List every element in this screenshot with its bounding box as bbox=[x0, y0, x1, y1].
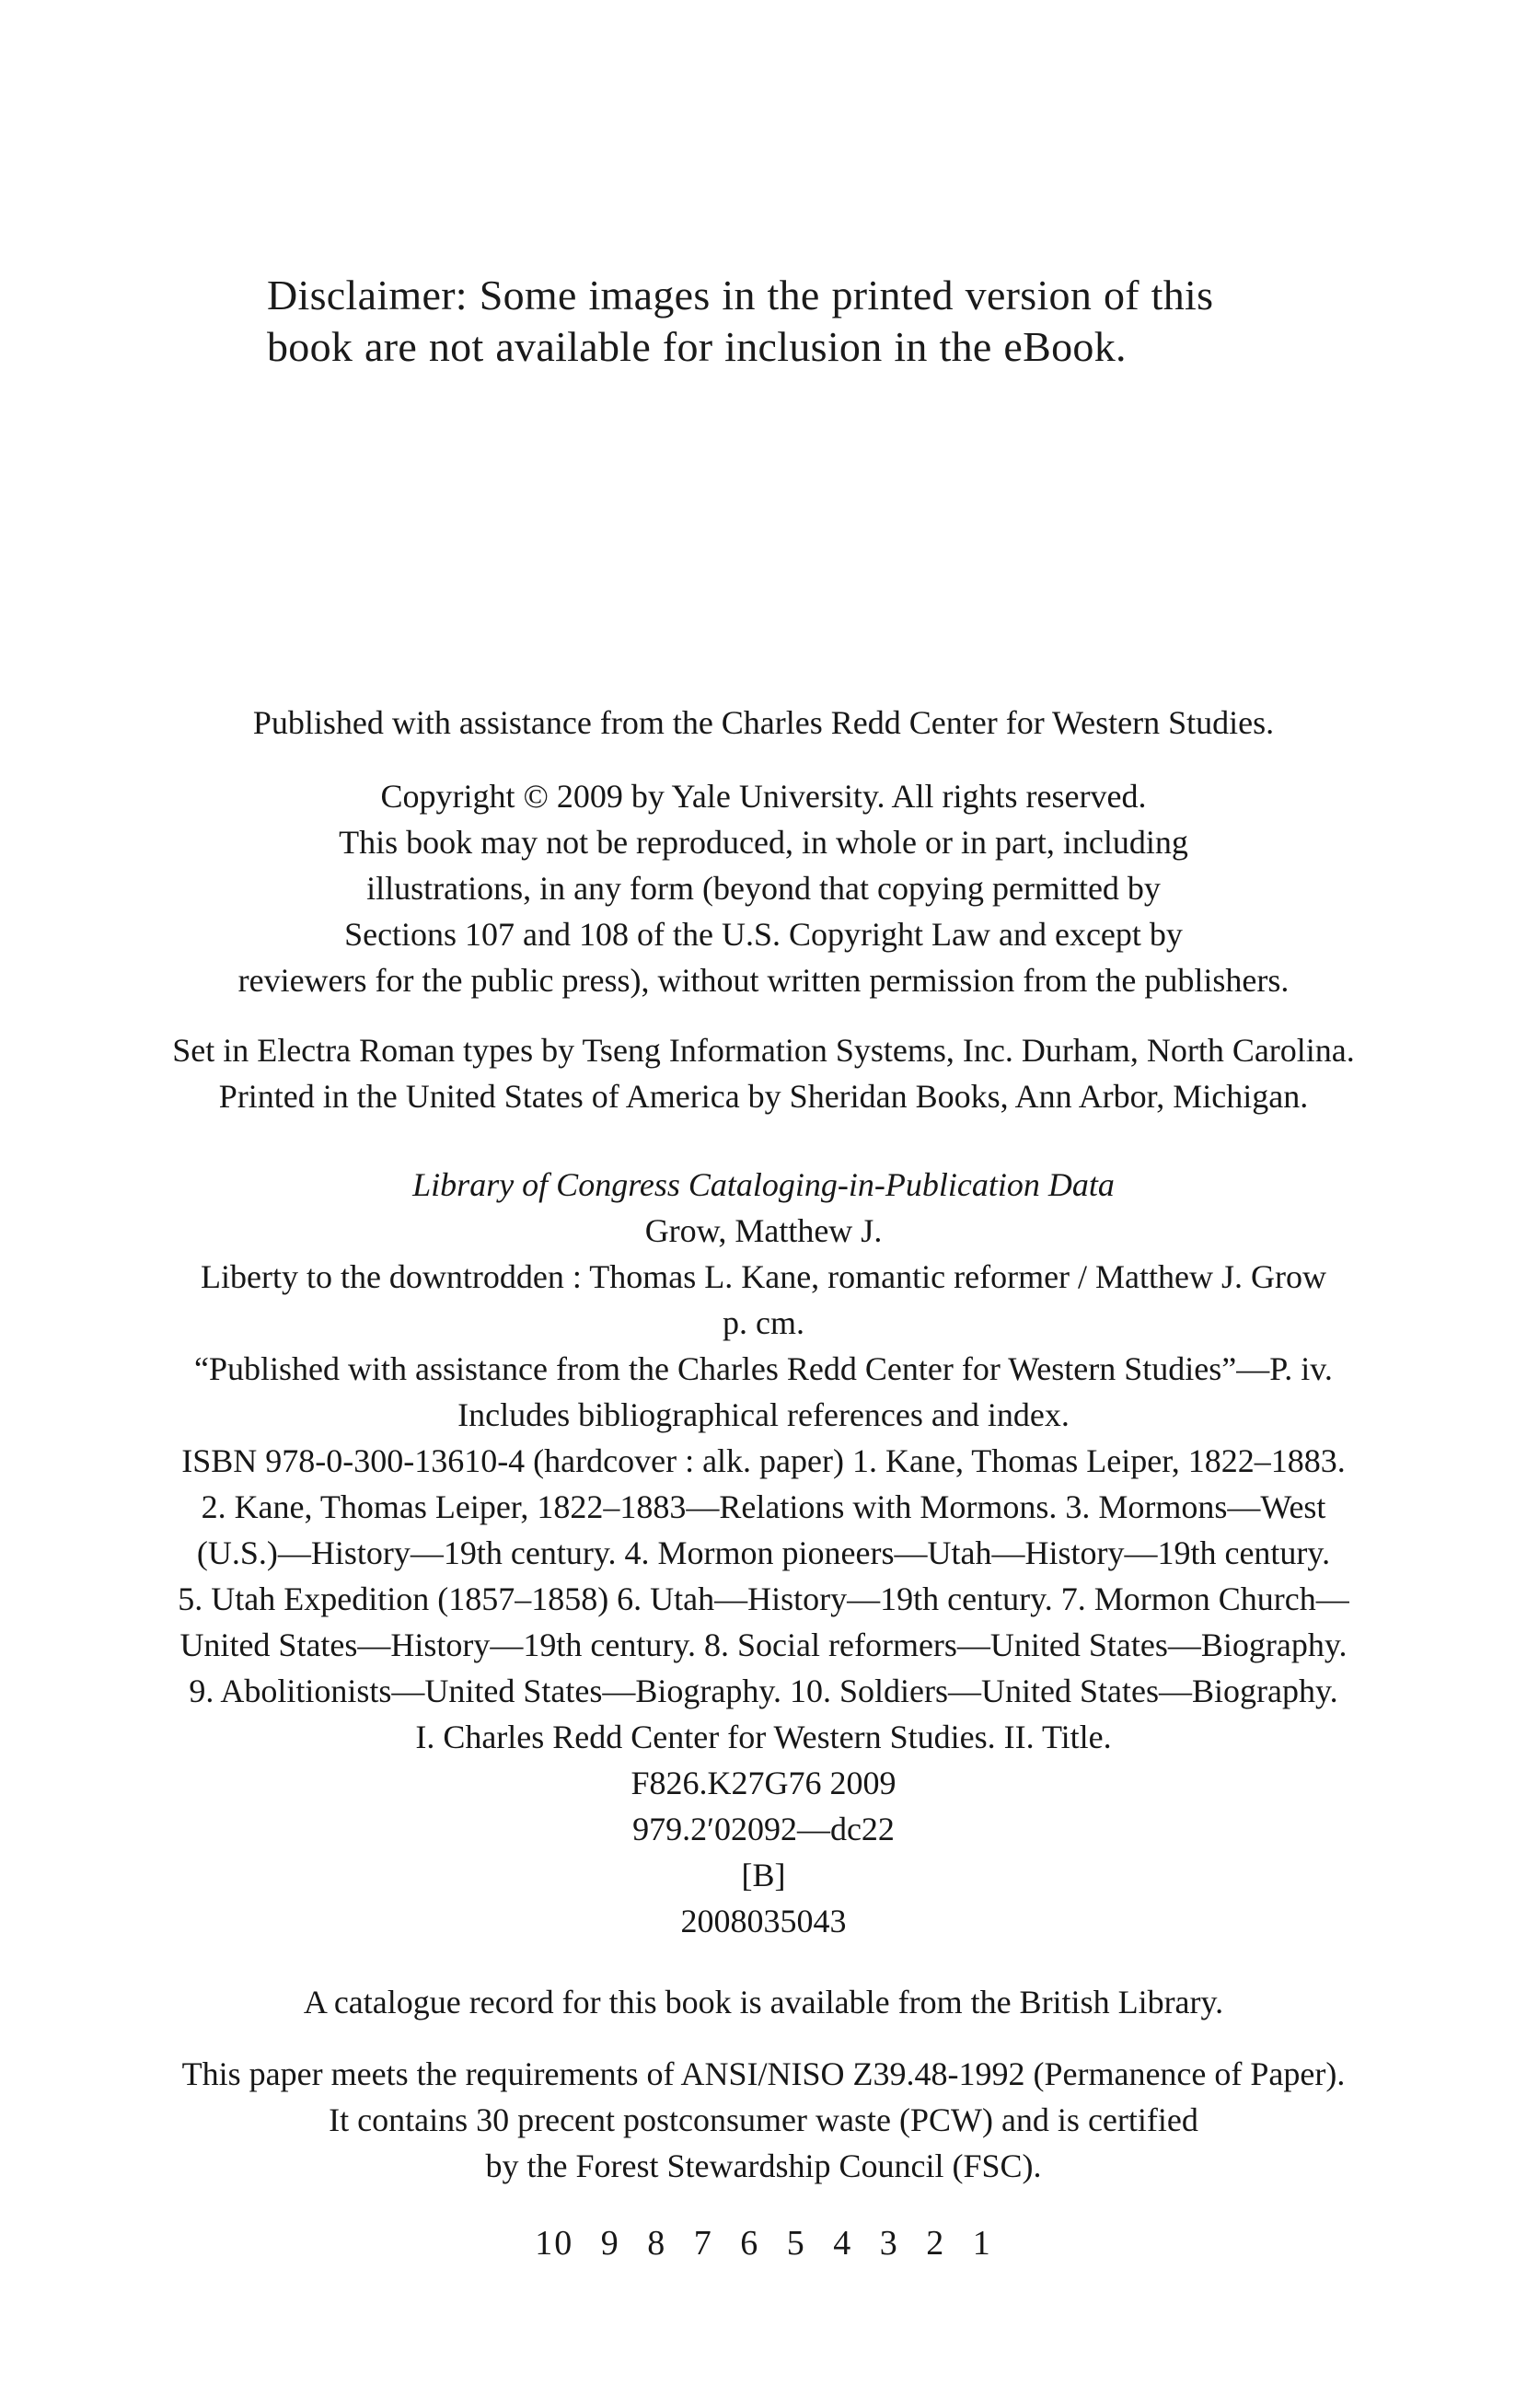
printing-number-line: 10 9 8 7 6 5 4 3 2 1 bbox=[535, 2224, 992, 2263]
copyright-line-4: Sections 107 and 108 of the U.S. Copyright Law and except by bbox=[344, 916, 1183, 953]
cip-line: 9. Abolitionists—United States—Biography. 10. Soldiers—United States—Biography. bbox=[189, 1673, 1338, 1709]
copyright-line-2: This book may not be reproduced, in whole or in part, including bbox=[339, 824, 1188, 861]
cip-line: (U.S.)—History—19th century. 4. Mormon pioneers—Utah—History—19th century. bbox=[196, 1534, 1331, 1571]
typesetting-line: Set in Electra Roman types by Tseng Information Systems, Inc. Durham, North Carolina. bbox=[172, 1032, 1355, 1069]
paper-line-2: It contains 30 precent postconsumer waste (PCW) and is certified bbox=[329, 2101, 1198, 2138]
publication-assistance-note bbox=[0, 700, 1527, 746]
disclaimer-line-2: book are not available for inclusion in the eBook. bbox=[267, 323, 1127, 370]
copyright-line-3: illustrations, in any form (beyond that copying permitted by bbox=[366, 870, 1161, 907]
british-library-line: A catalogue record for this book is available from the British Library. bbox=[303, 1984, 1224, 2020]
production-credits bbox=[0, 1027, 1527, 1119]
cip-call-number: F826.K27G76 2009 bbox=[630, 1765, 897, 1801]
cip-biography-code: [B] bbox=[741, 1857, 786, 1893]
cip-line: ISBN 978-0-300-13610-4 (hardcover : alk. paper) 1. Kane, Thomas Leiper, 1822–1883. bbox=[181, 1442, 1346, 1479]
cip-line: 5. Utah Expedition (1857–1858) 6. Utah—History—19th century. 7. Mormon Church— bbox=[178, 1580, 1349, 1617]
paper-line-3: by the Forest Stewardship Council (FSC). bbox=[485, 2148, 1042, 2184]
printing-line: Printed in the United States of America by Sheridan Books, Ann Arbor, Michigan. bbox=[218, 1078, 1309, 1115]
copyright-line-1: Copyright © 2009 by Yale University. All rights reserved. bbox=[380, 778, 1147, 815]
cip-line: p. cm. bbox=[723, 1304, 804, 1341]
disclaimer-line-1: Disclaimer: Some images in the printed version of this bbox=[267, 272, 1214, 318]
paper-statement bbox=[0, 2051, 1527, 2189]
cip-line: I. Charles Redd Center for Western Studies. II. Title. bbox=[415, 1719, 1112, 1755]
cip-line: Includes bibliographical references and index. bbox=[457, 1396, 1070, 1433]
cip-line: 2. Kane, Thomas Leiper, 1822–1883—Relations with Mormons. 3. Mormons—West bbox=[201, 1488, 1326, 1525]
cip-line: “Published with assistance from the Charles Redd Center for Western Studies”—P. iv. bbox=[194, 1350, 1333, 1387]
cip-heading: Library of Congress Cataloging-in-Publication Data bbox=[412, 1166, 1115, 1203]
cip-lccn: 2008035043 bbox=[680, 1903, 847, 1939]
cip-line: Grow, Matthew J. bbox=[644, 1212, 883, 1249]
disclaimer-note bbox=[267, 270, 1353, 373]
cip-line: United States—History—19th century. 8. Social reformers—United States—Biography. bbox=[179, 1627, 1348, 1663]
copyright-line-5: reviewers for the public press), without written permission from the publishers. bbox=[237, 962, 1290, 999]
cip-line: Liberty to the downtrodden : Thomas L. Kane, romantic reformer / Matthew J. Grow bbox=[200, 1258, 1326, 1295]
copyright-notice bbox=[0, 773, 1527, 1003]
paper-line-1: This paper meets the requirements of ANSI/NISO Z39.48-1992 (Permanence of Paper). bbox=[181, 2055, 1346, 2092]
published-with-line: Published with assistance from the Charles Redd Center for Western Studies. bbox=[252, 704, 1275, 741]
cataloging-in-publication-data bbox=[0, 1162, 1527, 1944]
cip-dewey-number: 979.2′02092—dc22 bbox=[632, 1811, 895, 1847]
british-library-note bbox=[0, 1979, 1527, 2025]
